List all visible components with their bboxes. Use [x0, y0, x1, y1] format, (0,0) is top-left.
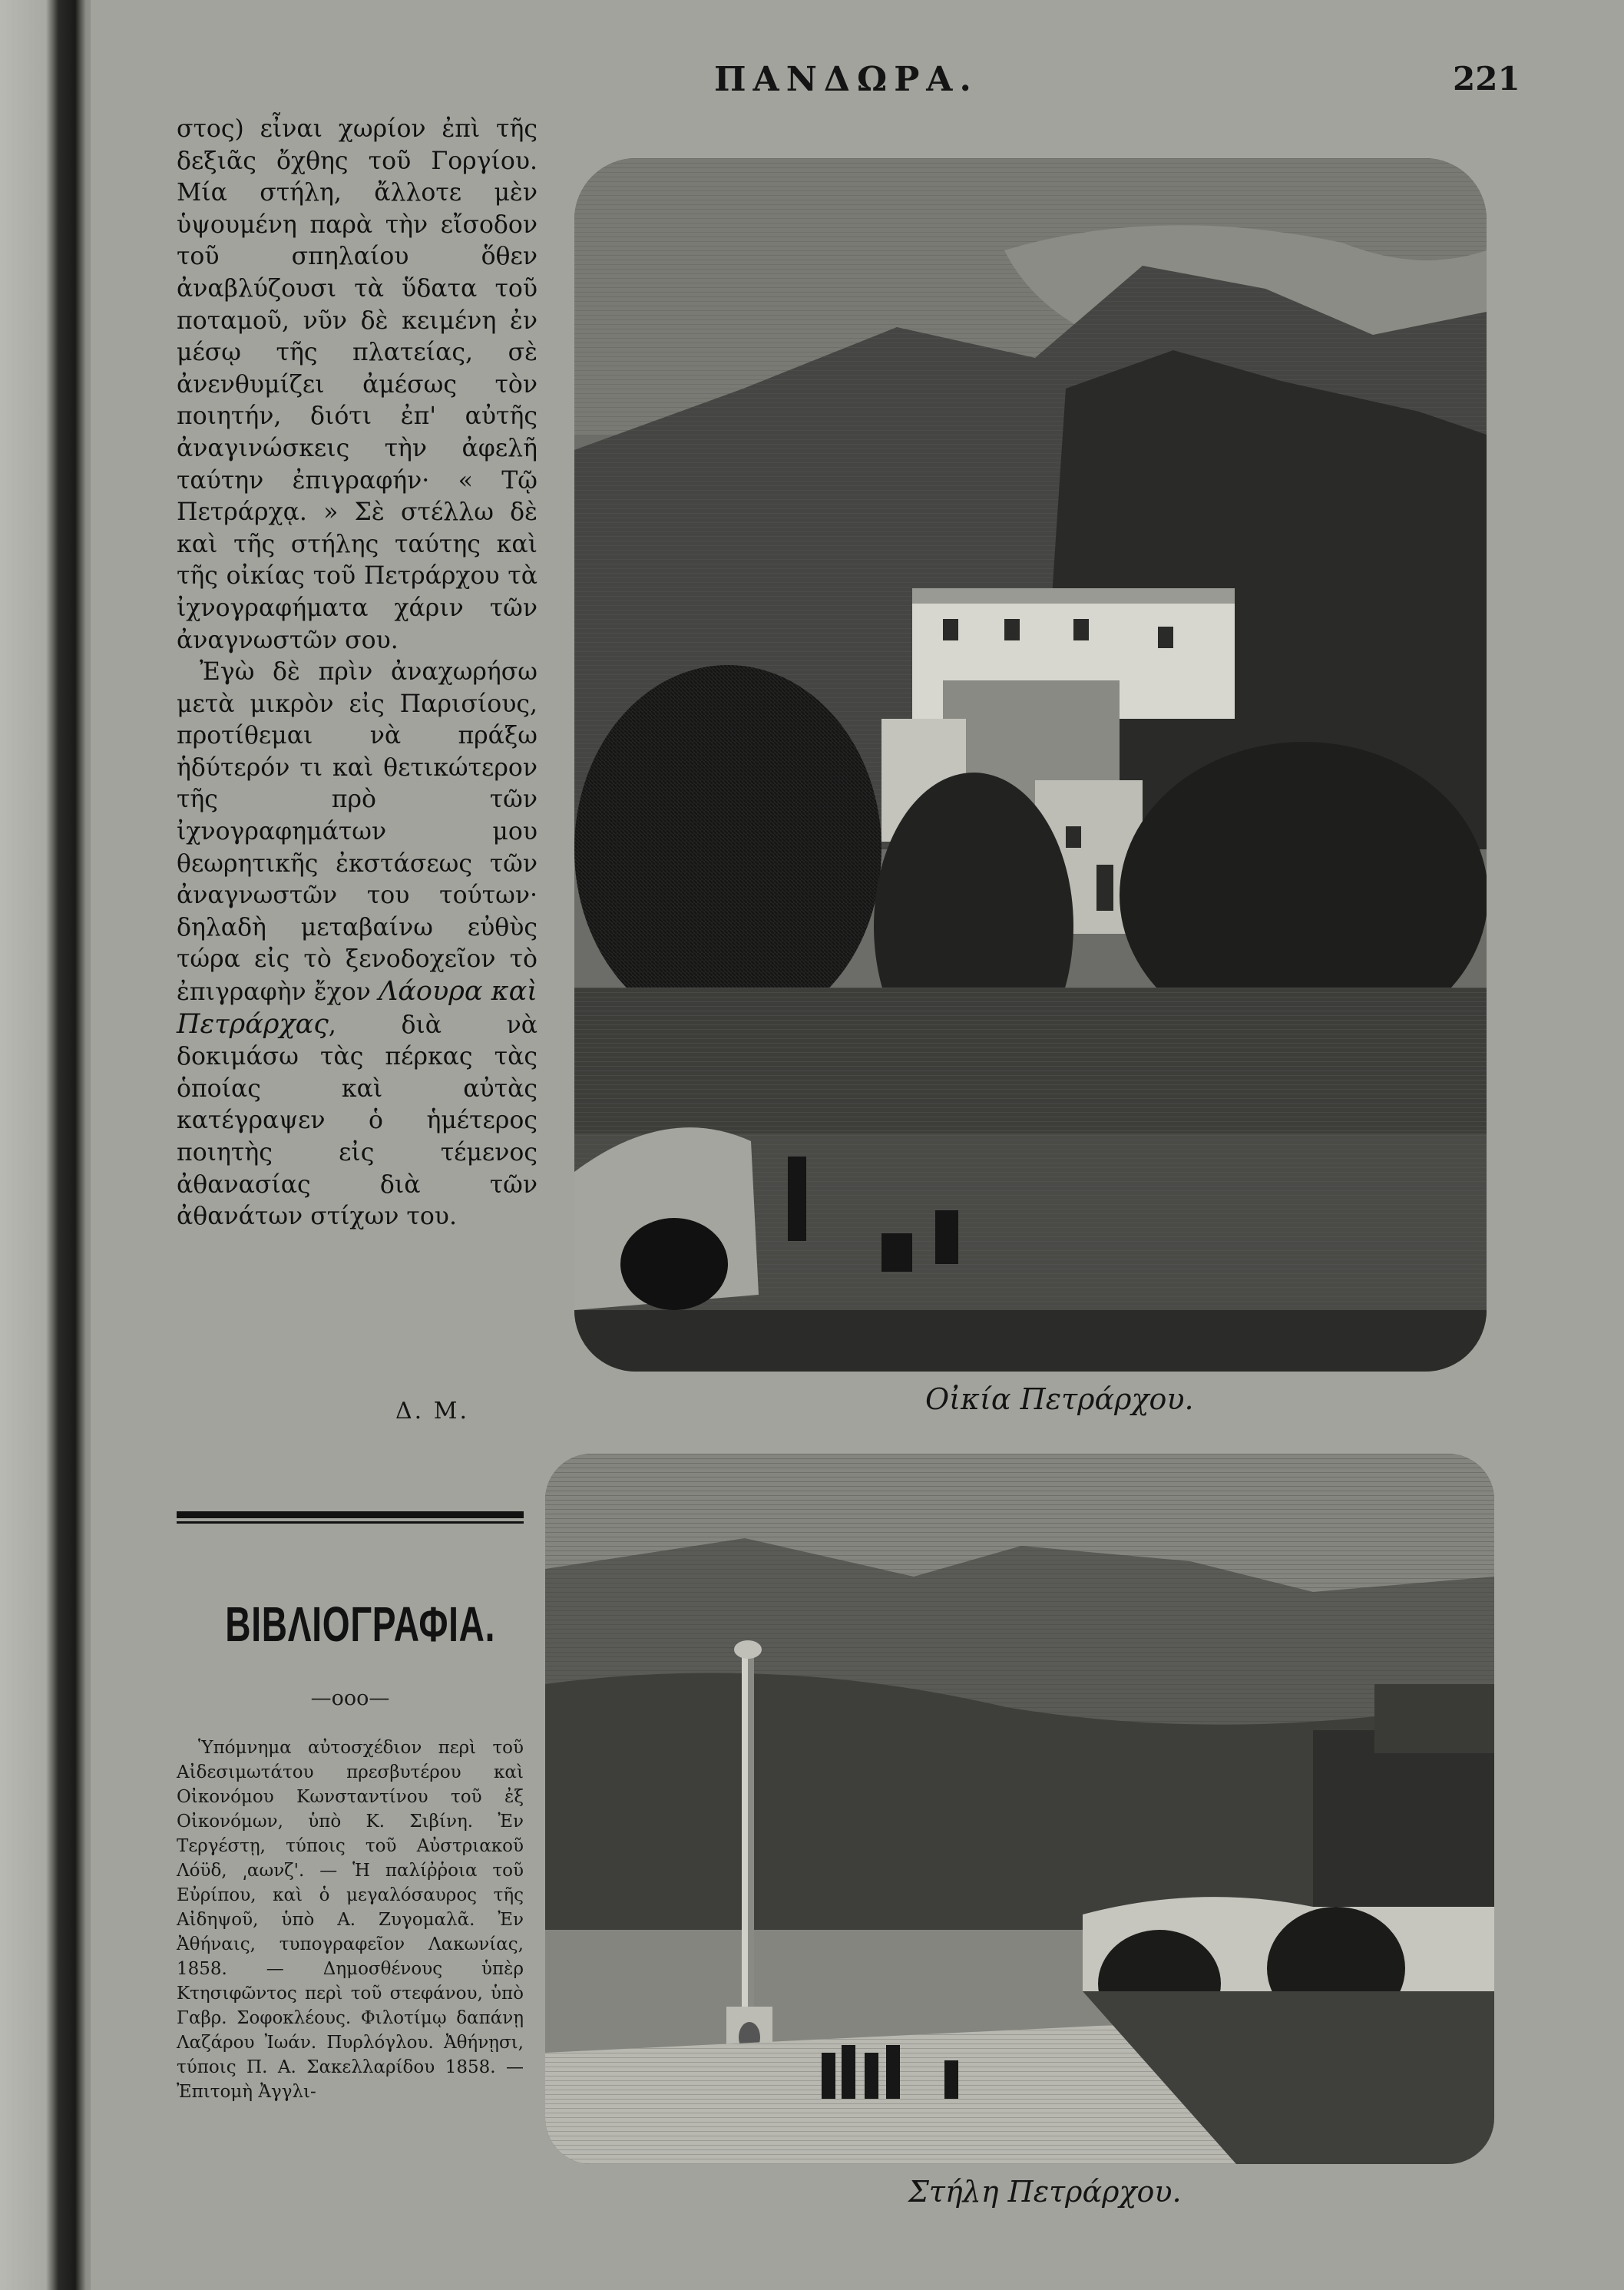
bibliography-heading: ΒΙΒΛΙΟΓΡΑΦΙΑ.	[225, 1597, 496, 1652]
article-text: , διὰ νὰ δοκιμάσω τὰς πέρκας τὰς ὁποίας καὶ αὐτὰς κατέγραψεν ὁ ἡμέτερος ποιητὴς εἰς τέμενος ἀθανασίας διὰ τῶν ἀθανάτων στίχων του.	[177, 1011, 537, 1231]
bibliography-paragraph: Ὑπόμνημα αὐτοσχέδιον περὶ τοῦ Αἰδεσιμωτάτου πρεσβυτέρου καὶ Οἰκονόμου Κωνσταντίνου τοῦ ἐξ Οἰκονόμων, ὑπὸ Κ. Σιβίνη. Ἐν Τεργέστῃ, τύποις τοῦ Αὐστριακοῦ Λόϋδ, ͵αωνζ'. — Ἡ παλίῤῥοια τοῦ Εὐρίπου, καὶ ὁ μεγαλόσαυρος τῆς Αἰδηψοῦ, ὑπὸ Α. Ζυγομαλᾶ. Ἐν Ἀθήναις, τυπογραφεῖον Λακωνίας, 1858. — Δημοσθένους ὑπὲρ Κτησιφῶντος περὶ τοῦ στεφάνου, ὑπὸ Γαβρ. Σοφοκλέους. Φιλοτίμῳ δαπάνῃ Λαζάρου Ἰωάν. Πυρλόγλου. Ἀθήνῃσι, τύποις Π. Α. Σακελλαρίδου 1858. — Ἐπιτομὴ Ἀγγλι-	[177, 1738, 524, 2102]
inn-name: Λάουρα καὶ Πετράρχας	[177, 976, 537, 1040]
author-signature: Δ. Μ.	[395, 1398, 469, 1425]
top-illustration-caption: Οἰκία Πετράρχου.	[925, 1382, 1194, 1416]
petrarch-house-engraving	[574, 158, 1487, 1372]
article-paragraph	[177, 657, 537, 1233]
section-rule	[177, 1511, 524, 1518]
bibliography-divider: —ooo—	[310, 1686, 390, 1710]
petrarch-column-engraving	[545, 1454, 1494, 2164]
article-column	[177, 114, 537, 1233]
article-text: Ἐγὼ δὲ πρὶν ἀναχωρήσω μετὰ μικρὸν εἰς Παρισίους, προτίθεμαι νὰ πράξω ἡδύτερόν τι καὶ θετικώτερον τῆς πρὸ τῶν ἰχνογραφημάτων μου θεωρητικῆς ἐκστάσεως τῶν ἀναγνωστῶν του τούτων· δηλαδὴ μεταβαίνω εὐθὺς τώρα εἰς τὸ ξενοδοχεῖον τὸ ἐπιγραφὴν ἔχον	[177, 658, 537, 1007]
bibliography-entries	[177, 1736, 524, 2104]
page-number: 221	[1453, 60, 1520, 98]
article-paragraph: στος) εἶναι χωρίον ἐπὶ τῆς δεξιᾶς ὄχθης τοῦ Γοργίου. Μία στήλη, ἄλλοτε μὲν ὑψουμένη παρὰ τὴν εἴσοδον τοῦ σπηλαίου ὅθεν ἀναβλύζουσι τὰ ὕδατα τοῦ ποταμοῦ, νῦν δὲ κειμένη ἐν μέσῳ τῆς πλατείας, σὲ ἀνενθυμίζει ἀμέσως τὸν ποιητήν, διότι ἐπ' αὐτῆς ἀναγινώσκεις τὴν ἀφελῆ ταύτην ἐπιγραφήν· « Τῷ Πετράρχᾳ. » Σὲ στέλλω δὲ καὶ τῆς στήλης ταύτης καὶ τῆς οἰκίας τοῦ Πετράρχου τὰ ἰχνογραφήματα χάριν τῶν ἀναγνωστῶν σου.	[177, 115, 537, 654]
bottom-illustration-caption: Στήλη Πετράρχου.	[908, 2175, 1182, 2209]
journal-title: ΠΑΝΔΩΡΑ.	[714, 60, 978, 99]
